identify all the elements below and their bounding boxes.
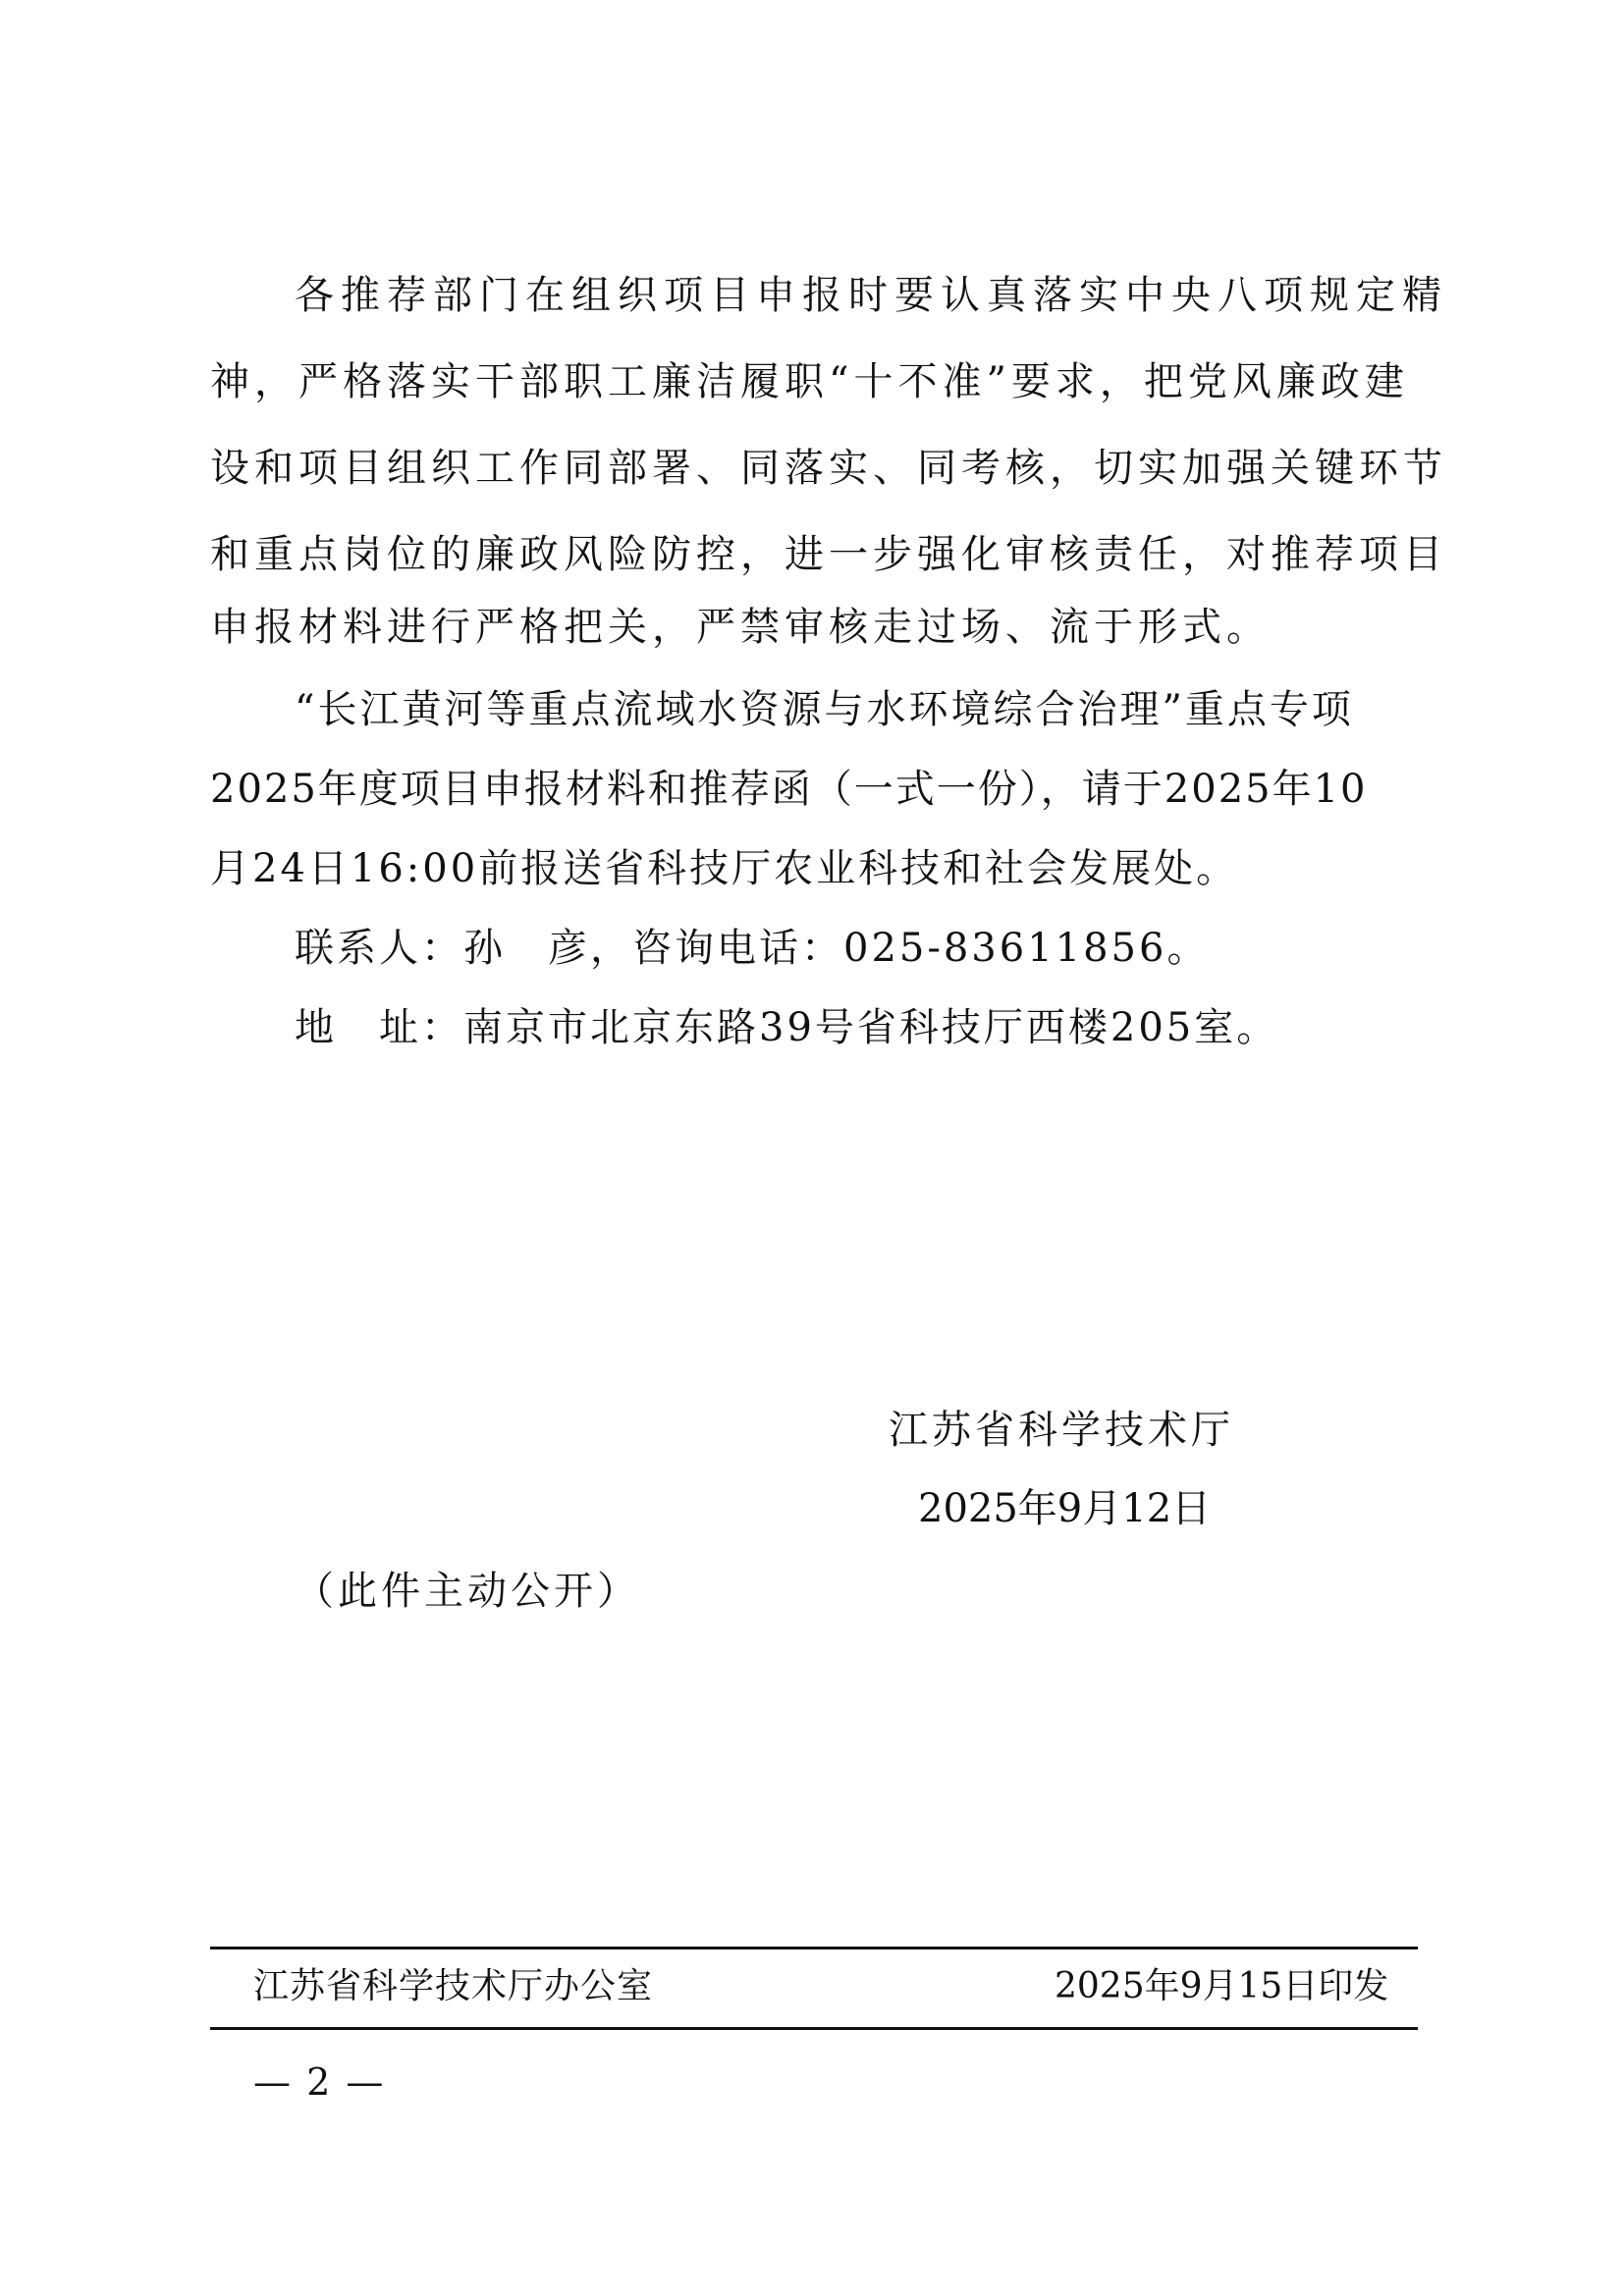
- paragraph-2-line-2: 2025年度项目申报材料和推荐函（一式一份），请于2025年10: [210, 767, 1368, 812]
- paragraph-1-line-1: 各推荐部门在组织项目申报时要认真落实中央八项规定精: [295, 273, 1448, 318]
- paragraph-1-line-3: 设和项目组织工作同部署、同落实、同考核，切实加强关键环节: [210, 446, 1447, 491]
- page-number: — 2 —: [253, 2060, 386, 2104]
- disclosure-note: （此件主动公开）: [295, 1569, 640, 1614]
- signature-organization: 江苏省科学技术厅: [889, 1408, 1234, 1453]
- footer-top-rule: [210, 1947, 1418, 1949]
- footer-bottom-rule: [210, 2027, 1418, 2030]
- paragraph-2-line-1: “长江黄河等重点流域水资源与水环境综合治理”重点专项: [295, 687, 1354, 732]
- address-line: 地 址：南京市北京东路39号省科技厅西楼205室。: [295, 1005, 1279, 1050]
- footer-issuer: 江苏省科学技术厅办公室: [253, 1966, 654, 2006]
- paragraph-1-line-4: 和重点岗位的廉政风险防控，进一步强化审核责任，对推荐项目: [210, 532, 1447, 577]
- contact-line: 联系人：孙 彦，咨询电话：025-83611856。: [295, 926, 1210, 971]
- signature-date: 2025年9月12日: [918, 1486, 1212, 1531]
- paragraph-1-line-5: 申报材料进行严格把关，严禁审核走过场、流于形式。: [210, 605, 1271, 650]
- footer-print-date: 2025年9月15日印发: [1055, 1966, 1389, 2006]
- paragraph-2-line-3: 月24日16:00前报送省科技厅农业科技和社会发展处。: [210, 846, 1239, 891]
- paragraph-1-line-2: 神，严格落实干部职工廉洁履职“十不准”要求，把党风廉政建: [210, 359, 1409, 404]
